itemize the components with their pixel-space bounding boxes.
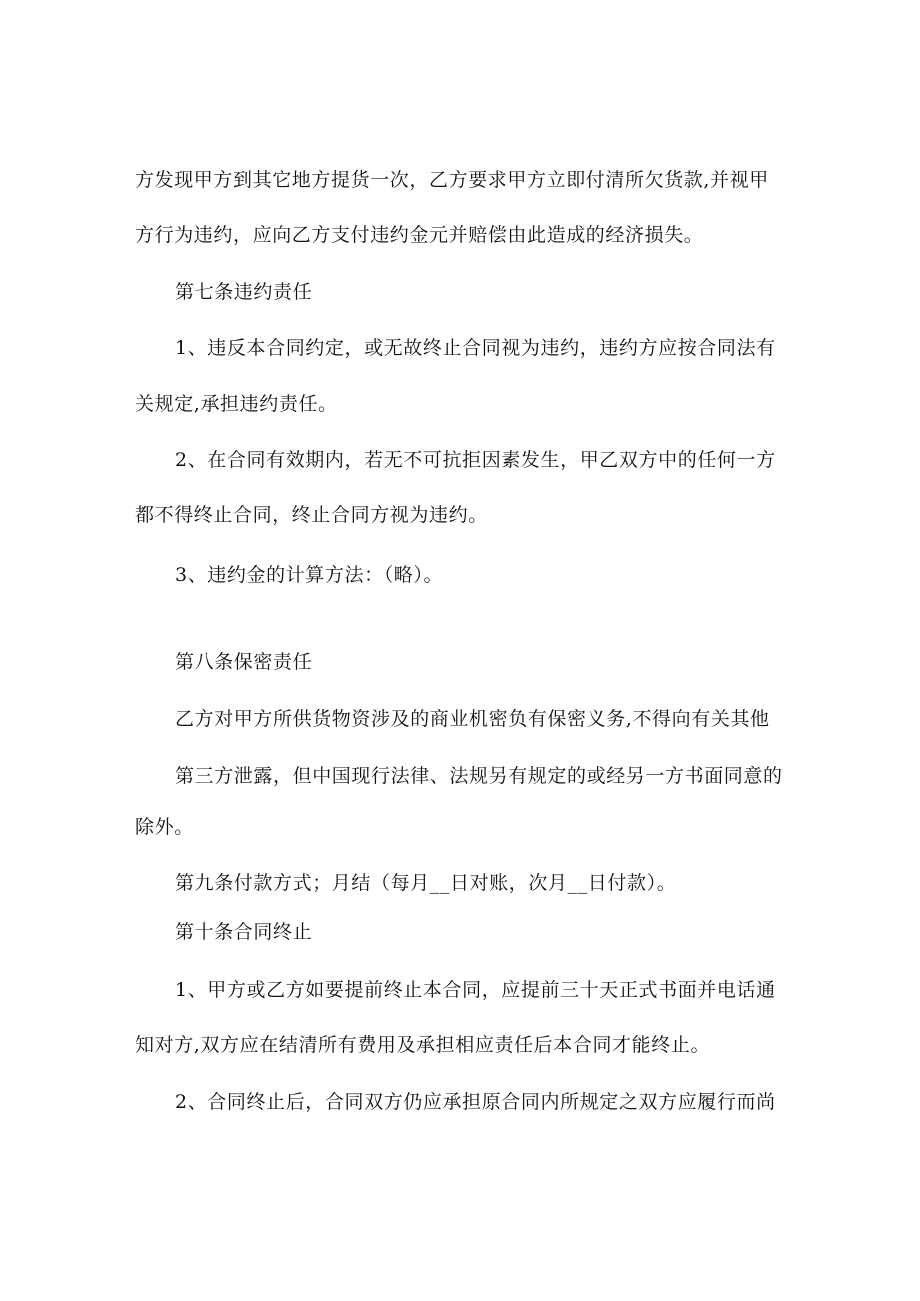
body-text-line: 关规定,承担违约责任。	[135, 393, 338, 415]
clause-item: 2、合同终止后，合同双方仍应承担原合同内所规定之双方应履行而尚	[175, 1091, 776, 1113]
section-heading: 第九条付款方式；月结（每月__日对账，次月__日付款）。	[175, 872, 677, 894]
body-text-line: 除外。	[135, 816, 194, 838]
body-text-line: 乙方对甲方所供货物资涉及的商业机密负有保密义务,不得向有关其他	[175, 708, 770, 730]
body-text-line: 第三方泄露，但中国现行法律、法规另有规定的或经另一方书面同意的	[175, 765, 783, 787]
clause-item: 2、在合同有效期内，若无不可抗拒因素发生，甲乙双方中的任何一方	[175, 449, 776, 471]
clause-item: 3、违约金的计算方法：（略）。	[175, 564, 444, 586]
section-heading: 第十条合同终止	[175, 921, 313, 943]
section-heading: 第八条保密责任	[175, 651, 313, 673]
body-text-line: 方行为违约，应向乙方支付违约金元并赔偿由此造成的经济损失。	[135, 224, 704, 246]
body-text-line: 方发现甲方到其它地方提货一次，乙方要求甲方立即付清所欠货款,并视甲	[135, 169, 769, 191]
section-heading: 第七条违约责任	[175, 281, 313, 303]
body-text-line: 知对方,双方应在结清所有费用及承担相应责任后本合同才能终止。	[135, 1034, 711, 1056]
clause-item: 1、甲方或乙方如要提前终止本合同，应提前三十天正式书面并电话通	[175, 979, 776, 1001]
clause-item: 1、违反本合同约定，或无故终止合同视为违约，违约方应按合同法有	[175, 337, 776, 359]
body-text-line: 都不得终止合同，终止合同方视为违约。	[135, 504, 488, 526]
